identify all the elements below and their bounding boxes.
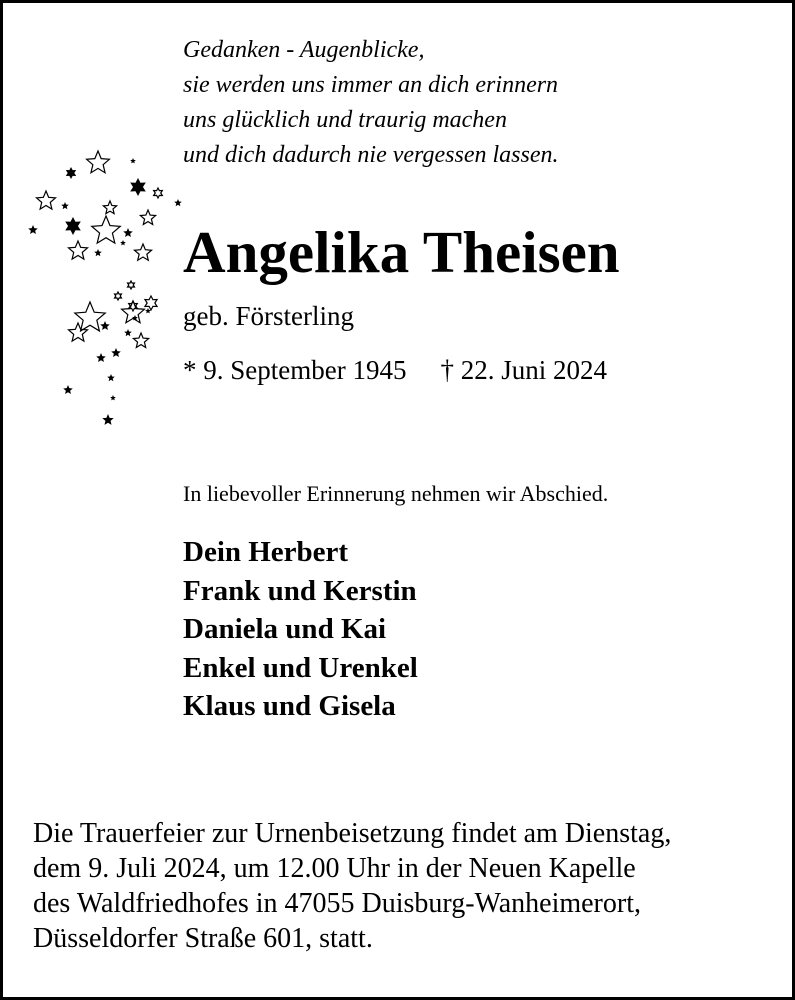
poem-line: uns glücklich und traurig machen <box>183 107 507 133</box>
star-icon <box>130 158 136 163</box>
star-icon <box>133 333 148 347</box>
star-icon <box>115 292 122 300</box>
poem <box>183 33 558 173</box>
star-icon <box>140 210 155 224</box>
star-icon <box>110 395 116 400</box>
star-icon <box>28 225 38 234</box>
mourner: Dein Herbert <box>183 536 349 568</box>
stars-cluster-icon <box>23 143 193 443</box>
star-icon <box>154 188 163 198</box>
death-date: † 22. Juni 2024 <box>440 355 607 385</box>
star-icon <box>92 216 121 243</box>
star-icon <box>100 321 110 330</box>
mourners-list <box>183 533 418 726</box>
star-icon <box>134 244 151 260</box>
ceremony-line: des Waldfriedhofes in 47055 Duisburg-Wanheimerort, <box>33 888 641 919</box>
mourner: Enkel und Urenkel <box>183 651 418 684</box>
star-icon <box>123 228 133 237</box>
poem-line: sie werden uns immer an dich erinnern <box>183 72 559 98</box>
star-icon <box>61 202 69 209</box>
maiden-name: geb. Försterling <box>183 301 354 331</box>
poem-line: und dich dadurch nie vergessen lassen. <box>183 142 559 168</box>
life-dates <box>183 353 607 387</box>
star-icon <box>94 249 102 256</box>
star-icon <box>68 241 87 259</box>
star-icon <box>36 191 55 209</box>
star-icon <box>124 329 132 336</box>
ceremony-info <box>33 816 671 956</box>
mourner: Klaus und Gisela <box>183 690 396 722</box>
star-icon <box>102 414 113 425</box>
ceremony-line: dem 9. Juli 2024, um 12.00 Uhr in der Neuen Kapelle <box>33 853 636 884</box>
star-icon <box>68 323 87 341</box>
star-icon <box>103 201 116 214</box>
star-icon <box>87 151 110 173</box>
star-icon <box>120 240 126 245</box>
star-icon <box>174 199 182 206</box>
star-icon <box>63 385 73 394</box>
mourner: Frank und Kerstin <box>183 574 417 607</box>
star-icon <box>111 348 121 357</box>
star-icon <box>128 281 135 289</box>
birth-date: * 9. September 1945 <box>183 355 407 385</box>
deceased-name: Angelika Theisen <box>183 219 620 285</box>
star-icon <box>130 178 146 196</box>
mourner: Daniela und Kai <box>183 613 387 645</box>
poem-line: Gedanken - Augenblicke, <box>183 37 425 63</box>
star-icon <box>65 217 81 235</box>
star-icon <box>107 374 115 381</box>
star-icon <box>145 296 157 310</box>
farewell-text: In liebevoller Erinnerung nehmen wir Abschied. <box>183 481 609 506</box>
star-icon <box>96 353 106 362</box>
ceremony-line: Die Trauerfeier zur Urnenbeisetzung findet am Dienstag, <box>33 818 672 849</box>
ceremony-line: Düsseldorfer Straße 601, statt. <box>33 923 373 954</box>
star-icon <box>66 167 76 179</box>
